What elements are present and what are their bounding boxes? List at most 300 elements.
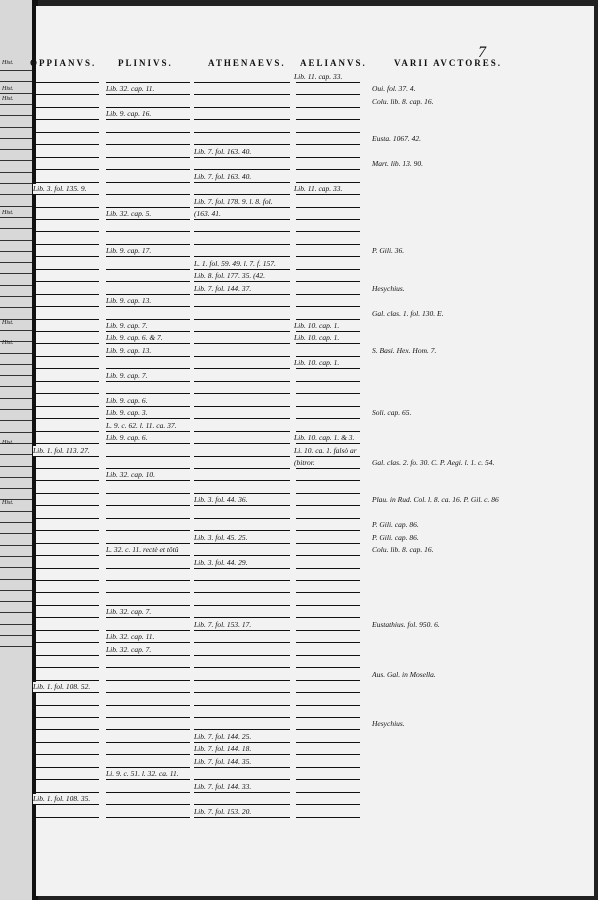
table-cell: Lib. 11. cap. 33.: [294, 72, 343, 81]
table-rule: [106, 742, 190, 743]
table-rule: [194, 368, 290, 369]
table-rule: [194, 518, 290, 519]
table-rule: [296, 269, 360, 270]
table-rule: [106, 82, 190, 83]
table-rule: [194, 580, 290, 581]
table-rule: [194, 443, 290, 444]
left-page-fragment: Hist.: [2, 500, 14, 506]
table-rule: [33, 817, 99, 818]
table-row: [0, 470, 598, 482]
table-rule: [194, 281, 290, 282]
table-rule: [296, 418, 360, 419]
table-row: [0, 645, 598, 657]
table-rule: [296, 742, 360, 743]
table-row: [0, 97, 598, 109]
table-row: [0, 346, 598, 358]
table-cell: Lib. 8. fol. 177. 35. (42.: [194, 271, 266, 281]
table-row: [0, 172, 598, 184]
table-rule: [106, 294, 190, 295]
table-row: [0, 259, 598, 271]
table-row: [0, 545, 598, 557]
table-cell: Lib. 3. fol. 44. 36.: [194, 495, 248, 505]
table-cell: Eusta. 1067. 42.: [372, 134, 421, 144]
table-rule: [106, 493, 190, 494]
table-cell: Lib. 11. cap. 33.: [294, 184, 343, 194]
table-rule: [296, 207, 360, 208]
table-cell: Lib. 10. cap. 1. & 3.: [294, 433, 355, 443]
table-rule: [106, 642, 190, 643]
table-row: [0, 695, 598, 707]
table-rule: [296, 692, 360, 693]
table-rule: [194, 294, 290, 295]
table-rule: [33, 281, 99, 282]
column-header-aelianus: AELIANVS.: [300, 58, 367, 68]
table-rule: [33, 518, 99, 519]
table-rule: [106, 356, 190, 357]
table-cell: Lib. 9. cap. 7.: [106, 370, 148, 380]
table-row: [0, 296, 598, 308]
table-row: [0, 433, 598, 445]
table-rule: [106, 580, 190, 581]
table-rule: [106, 256, 190, 257]
table-row: [0, 757, 598, 769]
table-rule: [33, 393, 99, 394]
table-rule: [33, 742, 99, 743]
table-rule: [194, 729, 290, 730]
table-rule: [296, 568, 360, 569]
table-rule: [194, 705, 290, 706]
table-rule: [33, 605, 99, 606]
table-rule: [194, 119, 290, 120]
table-rule: [296, 555, 360, 556]
table-rule: [194, 194, 290, 195]
table-rule: [33, 655, 99, 656]
table-rule: [194, 555, 290, 556]
table-rule: [106, 617, 190, 618]
table-rule: [106, 169, 190, 170]
table-rule: [33, 119, 99, 120]
table-rule: [296, 729, 360, 730]
table-cell: Lib. 3. fol. 44. 29.: [194, 557, 248, 567]
table-rule: [106, 667, 190, 668]
table-rule: [194, 343, 290, 344]
table-row: [0, 558, 598, 570]
table-rule: [194, 568, 290, 569]
table-rule: [296, 443, 360, 444]
table-rule: [106, 431, 190, 432]
table-rule: [33, 592, 99, 593]
table-rule: [33, 368, 99, 369]
table-cell: Lib. 32. cap. 11.: [106, 632, 155, 642]
table-row: [0, 396, 598, 408]
table-rule: [33, 207, 99, 208]
table-rule: [194, 269, 290, 270]
table-rule: [33, 456, 99, 457]
table-rule: [33, 642, 99, 643]
table-rule: [296, 779, 360, 780]
table-rule: [106, 418, 190, 419]
table-rule: [33, 356, 99, 357]
table-rule: [296, 356, 360, 357]
table-rule: [33, 94, 99, 95]
table-row: [0, 221, 598, 233]
table-rule: [194, 157, 290, 158]
table-rule: [296, 804, 360, 805]
table-cell: L. 32. c. 11. rectè et tôtû: [106, 545, 179, 555]
table-row: [0, 719, 598, 731]
table-rule: [194, 256, 290, 257]
table-cell: Lib. 9. cap. 3.: [106, 408, 148, 418]
table-row: [0, 383, 598, 395]
table-cell: Plau. in Rud. Col. l. 8. ca. 16. P. Gil. c. 86: [372, 495, 499, 505]
table-rule: [106, 468, 190, 469]
table-rule: [33, 543, 99, 544]
table-rule: [106, 119, 190, 120]
table-rule: [296, 194, 360, 195]
table-rule: [106, 182, 190, 183]
table-rule: [106, 530, 190, 531]
table-rule: [33, 580, 99, 581]
table-rule: [194, 94, 290, 95]
table-rule: [296, 393, 360, 394]
table-rule: [33, 717, 99, 718]
table-row: [0, 769, 598, 781]
table-rule: [194, 543, 290, 544]
table-rule: [33, 194, 99, 195]
table-rule: [194, 207, 290, 208]
table-cell: Oui. fol. 37. 4.: [372, 84, 416, 94]
table-rule: [296, 182, 360, 183]
table-rule: [194, 381, 290, 382]
table-rule: [33, 493, 99, 494]
table-rule: [296, 580, 360, 581]
table-row: [0, 147, 598, 159]
table-rule: [296, 592, 360, 593]
left-page-fragment: Hist.: [2, 440, 14, 446]
table-cell: Lib. 7. fol. 144. 18.: [194, 744, 252, 754]
table-cell: Lib. 9. cap. 13.: [106, 345, 152, 355]
table-row: [0, 607, 598, 619]
table-cell: P. Gili. 36.: [372, 246, 405, 256]
table-rule: [296, 244, 360, 245]
table-rule: [33, 107, 99, 108]
table-rule: [106, 194, 190, 195]
table-cell: Lib. 7. fol. 153. 20.: [194, 806, 252, 816]
table-rule: [296, 480, 360, 481]
table-rule: [194, 393, 290, 394]
table-rule: [296, 231, 360, 232]
table-rule: [296, 767, 360, 768]
table-row: [0, 495, 598, 507]
table-cell: Eustathius. fol. 950. 6.: [372, 619, 440, 629]
table-rule: [194, 144, 290, 145]
table-cell: Lib. 9. cap. 6. & 7.: [106, 333, 163, 343]
table-rule: [296, 281, 360, 282]
table-rule: [106, 456, 190, 457]
table-rule: [194, 630, 290, 631]
table-rule: [296, 343, 360, 344]
table-cell: Lib. 1. fol. 113. 27.: [33, 445, 90, 455]
table-cell: Lib. 7. fol. 163. 40.: [194, 146, 252, 156]
table-cell: L. 9. c. 62. l. 11. ca. 37.: [106, 420, 177, 430]
table-rule: [33, 680, 99, 681]
table-rule: [194, 817, 290, 818]
table-cell: Lib. 7. fol. 153. 17.: [194, 619, 252, 629]
table-rule: [194, 319, 290, 320]
page-number: 7: [478, 44, 486, 61]
table-rule: [194, 480, 290, 481]
table-rule: [106, 655, 190, 656]
table-rule: [106, 281, 190, 282]
table-rule: [296, 605, 360, 606]
table-rule: [194, 742, 290, 743]
table-row: [0, 358, 598, 370]
table-row: [0, 670, 598, 682]
table-rule: [106, 107, 190, 108]
table-row: [0, 159, 598, 171]
table-rule: [106, 306, 190, 307]
table-rule: [106, 729, 190, 730]
table-rule: [296, 306, 360, 307]
table-rule: [194, 468, 290, 469]
table-rule: [106, 804, 190, 805]
table-rule: [106, 817, 190, 818]
table-rule: [194, 779, 290, 780]
left-page-rule: [0, 70, 36, 71]
table-cell: P. Gili. cap. 86.: [372, 520, 419, 530]
table-rule: [194, 82, 290, 83]
table-row: [0, 421, 598, 433]
table-cell: Lib. 3. fol. 135. 9.: [33, 184, 87, 194]
table-rule: [106, 393, 190, 394]
table-rule: [33, 779, 99, 780]
table-cell: Li. 9. c. 51. l. 32. ca. 11.: [106, 769, 179, 779]
table-rule: [296, 256, 360, 257]
table-rule: [33, 256, 99, 257]
table-cell: Gal. clas. 1. fol. 130. E.: [372, 308, 444, 318]
table-rule: [194, 493, 290, 494]
table-row: [0, 321, 598, 333]
table-row: [0, 271, 598, 283]
table-row: [0, 246, 598, 258]
table-cell: Lib. 10. cap. 1.: [294, 358, 340, 368]
table-rule: [194, 244, 290, 245]
table-rule: [33, 792, 99, 793]
table-rule: [296, 817, 360, 818]
table-row: [0, 483, 598, 495]
left-page-fragment: Hist.: [2, 96, 14, 102]
table-rule: [194, 804, 290, 805]
table-rule: [296, 705, 360, 706]
table-rule: [33, 530, 99, 531]
table-rule: [194, 667, 290, 668]
table-row: [0, 732, 598, 744]
table-rule: [106, 244, 190, 245]
table-rule: [33, 754, 99, 755]
table-rule: [33, 617, 99, 618]
table-cell: Lib. 9. cap. 6.: [106, 395, 148, 405]
table-rule: [194, 642, 290, 643]
table-rule: [296, 717, 360, 718]
column-header-athenaeus: ATHENAEVS.: [208, 58, 286, 68]
table-row: [0, 682, 598, 694]
table-rule: [296, 493, 360, 494]
table-cell: Gal. clas. 2. fo. 30. C. P. Aegi. l. 1. c. 54.: [372, 457, 495, 467]
table-rule: [106, 779, 190, 780]
table-rule: [33, 269, 99, 270]
table-rule: [194, 219, 290, 220]
table-rule: [33, 219, 99, 220]
table-cell: Lib. 32. cap. 7.: [106, 607, 152, 617]
table-cell: Aus. Gal. in Mosella.: [372, 669, 436, 679]
table-rule: [33, 568, 99, 569]
table-rule: [194, 692, 290, 693]
table-rule: [296, 319, 360, 320]
table-rule: [194, 331, 290, 332]
table-rule: [33, 306, 99, 307]
table-rule: [33, 157, 99, 158]
table-row: [0, 72, 598, 84]
table-rule: [296, 518, 360, 519]
table-row: [0, 408, 598, 420]
table-cell: Soli. cap. 65.: [372, 408, 412, 418]
table-cell: (bitror.: [294, 457, 315, 467]
table-row: [0, 109, 598, 121]
table-row: [0, 184, 598, 196]
column-header-oppianus: OPPIANVS.: [30, 58, 97, 68]
table-rule: [296, 82, 360, 83]
table-cell: Li. 10. ca. 1. falsò ar: [294, 445, 357, 455]
table-rule: [194, 617, 290, 618]
table-rule: [106, 568, 190, 569]
table-rule: [33, 468, 99, 469]
table-cell: (163. 41.: [194, 208, 221, 218]
table-cell: Lib. 32. cap. 10.: [106, 470, 155, 480]
table-rule: [33, 630, 99, 631]
table-row: [0, 707, 598, 719]
table-rule: [106, 692, 190, 693]
table-rule: [296, 543, 360, 544]
table-rule: [296, 655, 360, 656]
table-rule: [33, 319, 99, 320]
table-rule: [106, 368, 190, 369]
table-cell: Lib. 1. fol. 108. 52.: [33, 682, 91, 692]
table-rule: [296, 381, 360, 382]
table-rule: [106, 680, 190, 681]
table-cell: Lib. 9. cap. 13.: [106, 296, 152, 306]
table-rule: [33, 667, 99, 668]
table-rule: [194, 418, 290, 419]
table-row: [0, 533, 598, 545]
table-rule: [296, 456, 360, 457]
table-rule: [33, 729, 99, 730]
table-rule: [194, 182, 290, 183]
table-rule: [106, 381, 190, 382]
left-page-fragment: Hist.: [2, 86, 14, 92]
table-cell: Lib. 9. cap. 7.: [106, 321, 148, 330]
table-rule: [106, 505, 190, 506]
table-rule: [106, 518, 190, 519]
table-cell: Lib. 1. fol. 108. 35.: [33, 794, 91, 804]
table-rule: [194, 655, 290, 656]
table-rule: [106, 792, 190, 793]
table-rule: [296, 431, 360, 432]
column-header-varii-auctores: VARII AVCTORES.: [394, 58, 503, 68]
table-rule: [296, 530, 360, 531]
table-rule: [33, 182, 99, 183]
table-rule: [296, 157, 360, 158]
table-rule: [106, 555, 190, 556]
table-cell: Hesychius.: [372, 719, 405, 729]
table-rule: [33, 443, 99, 444]
table-rule: [296, 680, 360, 681]
table-cell: Lib. 7. fol. 144. 37.: [194, 283, 252, 293]
table-rule: [33, 331, 99, 332]
table-cell: Hesychius.: [372, 283, 405, 293]
table-row: [0, 782, 598, 794]
left-page-fragment: Hist.: [2, 320, 14, 326]
table-rule: [106, 717, 190, 718]
table-rule: [106, 480, 190, 481]
table-rule: [296, 505, 360, 506]
table-row: [0, 122, 598, 134]
table-cell: Lib. 32. cap. 11.: [106, 84, 155, 94]
table-cell: Lib. 7. fol. 163. 40.: [194, 171, 252, 181]
table-cell: Lib. 9. cap. 6.: [106, 433, 148, 443]
table-rule: [106, 319, 190, 320]
table-rule: [194, 717, 290, 718]
table-rule: [296, 667, 360, 668]
table-rule: [106, 331, 190, 332]
table-rule: [296, 754, 360, 755]
table-rule: [194, 356, 290, 357]
table-rule: [33, 505, 99, 506]
table-cell: Lib. 9. cap. 17.: [106, 246, 152, 256]
table-rule: [194, 592, 290, 593]
table-cell: Lib. 9. cap. 16.: [106, 109, 152, 119]
table-row: [0, 197, 598, 209]
table-rule: [106, 94, 190, 95]
table-rule: [194, 132, 290, 133]
table-rule: [296, 94, 360, 95]
table-rule: [296, 219, 360, 220]
table-row: [0, 309, 598, 321]
table-rule: [106, 144, 190, 145]
table-cell: L. 1. fol. 59. 49. l. 7. f. 157.: [194, 258, 276, 268]
table-rule: [194, 431, 290, 432]
table-rule: [33, 555, 99, 556]
table-rule: [194, 107, 290, 108]
table-rule: [194, 530, 290, 531]
table-rule: [194, 505, 290, 506]
table-row: [0, 508, 598, 520]
table-rule: [106, 767, 190, 768]
table-rule: [106, 231, 190, 232]
table-rule: [106, 219, 190, 220]
table-row: [0, 284, 598, 296]
table-rule: [106, 592, 190, 593]
table-rule: [106, 157, 190, 158]
table-row: [0, 234, 598, 246]
table-cell: Lib. 7. fol. 178. 9. l. 8. fol.: [194, 196, 273, 206]
table-rule: [33, 381, 99, 382]
table-row: [0, 209, 598, 221]
table-cell: P. Gili. cap. 86.: [372, 532, 419, 542]
table-rule: [33, 418, 99, 419]
table-rule: [33, 343, 99, 344]
table-rule: [296, 144, 360, 145]
table-rule: [194, 231, 290, 232]
